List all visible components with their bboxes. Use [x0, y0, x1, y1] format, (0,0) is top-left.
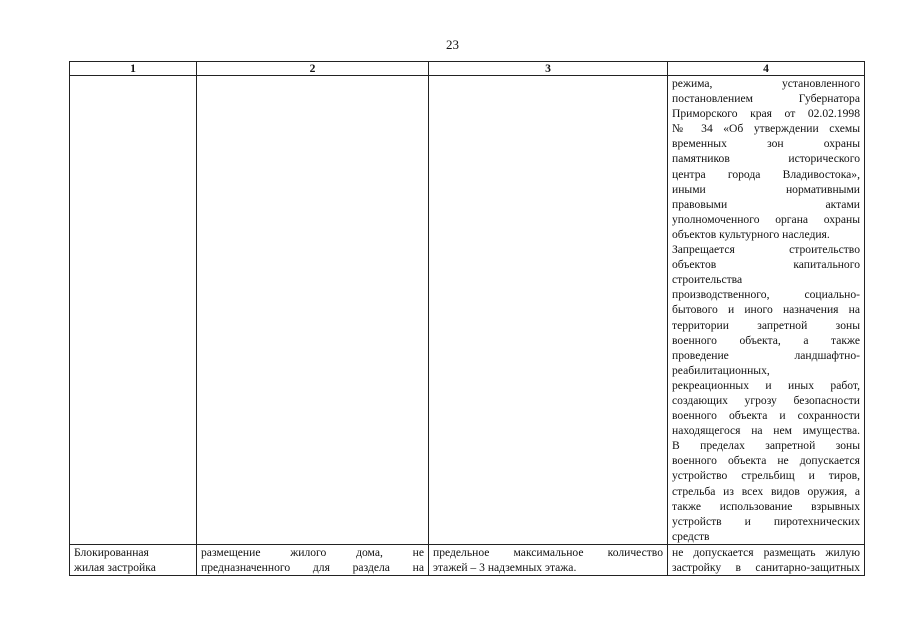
header-col-4: 4	[668, 62, 865, 76]
text-line: объектов культурного наследия.	[672, 227, 830, 241]
cell-restrictions	[668, 544, 865, 575]
text-line: не допускается размещать жилую	[672, 545, 860, 559]
text-line: строительства	[672, 273, 743, 287]
text-line: № 34 «Об утверждении схемы	[672, 122, 860, 136]
text-line: Блокированная	[74, 545, 149, 559]
text-line: В пределах запретной зоны	[672, 439, 860, 453]
text-line: также использование взрывных	[672, 499, 860, 513]
cell-continuation-col1	[70, 76, 197, 545]
cell-permitted-use	[197, 544, 429, 575]
text-line: рекреационных и иных работ,	[672, 378, 860, 392]
text-line: создающих угрозу безопасности	[672, 393, 860, 407]
text-line: центра города Владивостока»,	[672, 167, 860, 181]
text-line: застройку в санитарно-защитных	[672, 561, 860, 574]
cell-continuation-col2	[197, 76, 429, 545]
text-line: жилая застройка	[74, 561, 156, 574]
text-line: устройств и пиротехнических	[672, 514, 860, 528]
text-line: реабилитационных,	[672, 363, 770, 377]
header-row	[70, 62, 865, 76]
text-line: находящегося на нем имущества.	[672, 424, 860, 438]
text-line: бытового и иного назначения на	[672, 303, 860, 317]
text-line: объектов капитального	[672, 258, 860, 272]
text-line: производственного, социально-	[672, 288, 860, 302]
cell-continuation-col4	[668, 76, 865, 545]
text-line: правовыми актами	[672, 197, 860, 211]
cell-continuation-col3	[429, 76, 668, 545]
text-line: иными нормативными	[672, 182, 860, 196]
text-line: военного объекта не допускается	[672, 454, 860, 468]
text-line: Запрещается строительство	[672, 243, 860, 257]
cell-parameters	[429, 544, 668, 575]
header-col-2: 2	[197, 62, 429, 76]
text-line: уполномоченного органа охраны	[672, 212, 860, 226]
text-line: устройство стрельбищ и тиров,	[672, 469, 860, 483]
header-col-3: 3	[429, 62, 668, 76]
text-line: военного объекта и сохранности	[672, 409, 860, 423]
text-line: военного объекта, а также	[672, 333, 860, 347]
header-col-1: 1	[70, 62, 197, 76]
text-line: режима, установленного	[672, 77, 860, 90]
text-line: предназначенного для раздела на	[201, 561, 424, 574]
text-line: территории запретной зоны	[672, 318, 860, 332]
document-table	[69, 61, 865, 576]
text-line: временных зон охраны	[672, 137, 860, 151]
text-line: Приморского края от 02.02.1998	[672, 107, 860, 121]
table-row-blocked-housing	[70, 544, 865, 575]
text-line: стрельба из всех видов оружия, а	[672, 484, 860, 498]
cell-zone-name	[70, 544, 197, 575]
text-line: постановлением Губернатора	[672, 92, 860, 106]
table-row-continuation	[70, 76, 865, 545]
text-line: предельное максимальное количество	[433, 545, 663, 559]
text-line: размещение жилого дома, не	[201, 545, 424, 559]
text-line: средств	[672, 529, 710, 543]
text-line: проведение ландшафтно-	[672, 348, 860, 362]
text-line: памятников исторического	[672, 152, 860, 166]
page-number: 23	[446, 37, 459, 52]
text-line: этажей – 3 надземных этажа.	[433, 561, 577, 574]
